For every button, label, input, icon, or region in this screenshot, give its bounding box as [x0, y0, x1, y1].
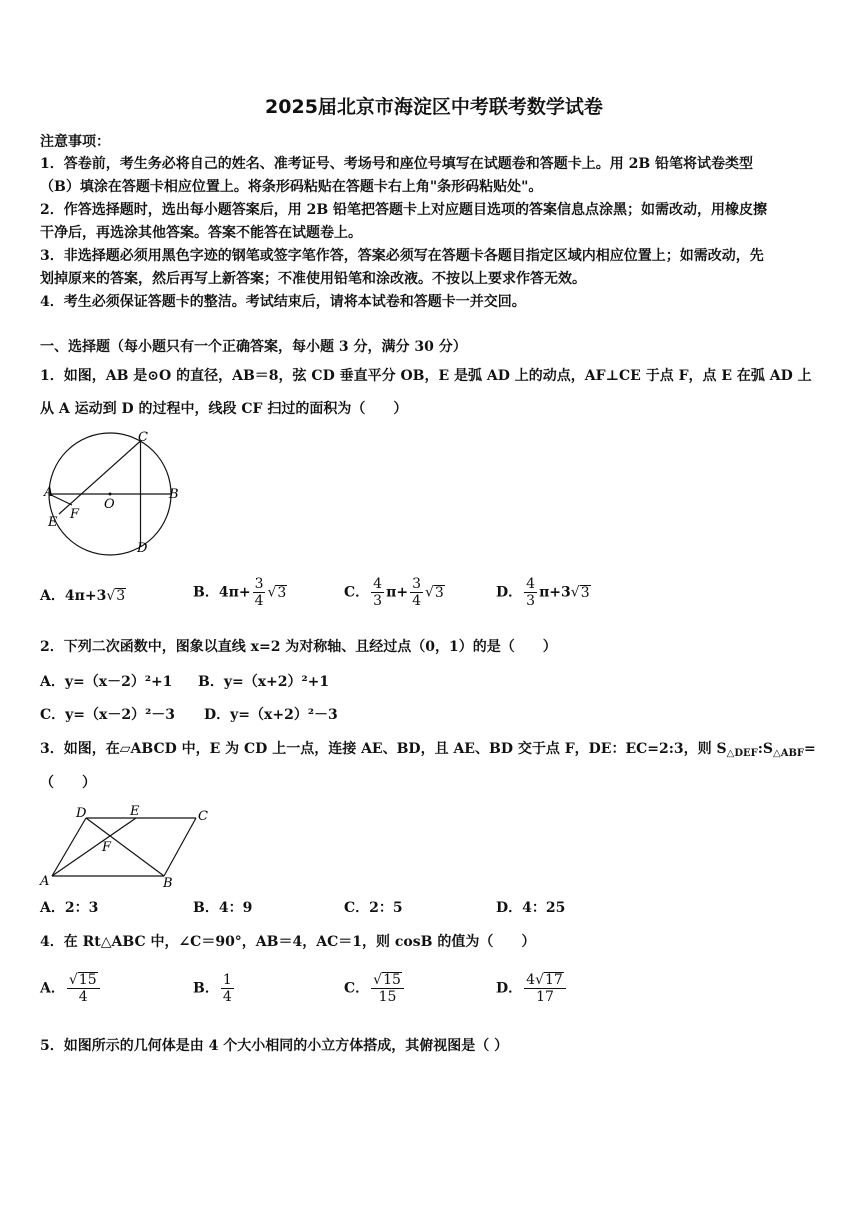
q4-option-a: A． $\frac{√15}{4}$	[40, 972, 102, 1005]
q3-parallelogram-figure	[36, 803, 216, 889]
q1-stem-line1: 1．如图，AB 是⊙O 的直径，AB＝8，弦 CD 垂直平分 OB，E 是弧 AD 上的动点，AF⊥CE 于点 F，点 E 在弧 AD 上	[40, 368, 812, 384]
q1-label-c: C	[138, 430, 148, 445]
q3-label-d: D	[76, 806, 87, 821]
q3-paren: （ ）	[40, 775, 96, 791]
q2-option-a: A．y=（x－2）²+1	[40, 674, 173, 690]
q1-stem-line2: 从 A 运动到 D 的过程中，线段 CF 扫过的面积为（ ）	[40, 401, 408, 417]
q4-option-b: B． $\frac{1}{4}$	[193, 972, 232, 1005]
notice-line: 2．作答选择题时，选出每小题答案后，用 2B 铅笔把答题卡上对应题目选项的答案信息点涂黑；如需改动，用橡皮擦	[40, 202, 768, 218]
q1-label-o: O	[104, 497, 115, 512]
section-heading: 一、选择题（每小题只有一个正确答案，每小题 3 分，满分 30 分）	[40, 339, 467, 355]
q1-label-b: B	[169, 487, 179, 502]
q3-option-b: B．4：9	[193, 900, 253, 916]
notice-line: （B）填涂在答题卡相应位置上。将条形码粘贴在答题卡右上角"条形码粘贴处"。	[40, 179, 543, 195]
q3-stem: 3．如图，在▱ABCD 中，E 为 CD 上一点，连接 AE、BD，且 AE、BD 交于点 F，DE：EC=2:3，则 $S_{\triangle DEF}:S_{\triangle ABF}=$	[40, 741, 816, 759]
q2-stem: 2．下列二次函数中，图象以直线 x=2 为对称轴、且经过点（0，1）的是（ ）	[40, 639, 557, 655]
exam-title: 2025届北京市海淀区中考联考数学试卷	[265, 96, 603, 118]
notice-heading: 注意事项：	[40, 134, 110, 150]
q3-option-c: C．2：5	[344, 900, 403, 916]
q3-label-b: B	[163, 876, 173, 889]
q3-label-c: C	[198, 809, 208, 824]
q4-stem: 4．在 Rt△ABC 中，∠C＝90°，AB＝4，AC＝1，则 cosB 的值为（ ）	[40, 934, 536, 950]
q1-circle-figure	[42, 428, 192, 560]
notice-line: 划掉原来的答案，然后再写上新答案；不准使用铅笔和涂改液。不按以上要求作答无效。	[40, 271, 586, 287]
q2-option-b: B．y=（x+2）²+1	[198, 674, 330, 690]
q3-option-a: A．2：3	[40, 900, 99, 916]
q1-label-f: F	[70, 507, 80, 522]
q1-option-d: D． $\frac{4}{3}$ π+3√3	[496, 576, 590, 609]
q2-option-c: C．y=（x－2）²－3	[40, 707, 175, 723]
q1-label-a: A	[44, 485, 54, 500]
q4-option-d: D． $\frac{4√17}{17}$	[496, 972, 568, 1005]
q1-option-b: B．4π+ $\frac{3}{4}$ √3	[193, 576, 287, 609]
q3-option-d: D．4：25	[496, 900, 566, 916]
notice-line: 4．考生必须保证答题卡的整洁。考试结束后，请将本试卷和答题卡一并交回。	[40, 294, 526, 310]
q1-option-a: A．4π+3√3	[40, 588, 126, 604]
q4-option-c: C． $\frac{√15}{15}$	[344, 972, 406, 1005]
q1-label-d: D	[137, 541, 148, 556]
q1-option-c: C． $\frac{4}{3}$ π+ $\frac{3}{4}$ √3	[344, 576, 444, 609]
q5-stem: 5．如图所示的几何体是由 4 个大小相同的小立方体搭成，其俯视图是（ ）	[40, 1038, 509, 1054]
q3-label-a: A	[40, 874, 50, 889]
notice-line: 干净后，再选涂其他答案。答案不能答在试题卷上。	[40, 225, 362, 241]
q1-label-e: E	[48, 515, 58, 530]
q2-option-d: D．y=（x+2）²－3	[204, 707, 338, 723]
notice-line: 1．答卷前，考生务必将自己的姓名、准考证号、考场号和座位号填写在试题卷和答题卡上。用 2B 铅笔将试卷类型	[40, 156, 754, 172]
q3-label-e: E	[130, 804, 140, 819]
q3-label-f: F	[102, 840, 112, 855]
notice-line: 3．非选择题必须用黑色字迹的钢笔或签字笔作答，答案必须写在答题卡各题目指定区域内相应位置上；如需改动，先	[40, 248, 764, 264]
